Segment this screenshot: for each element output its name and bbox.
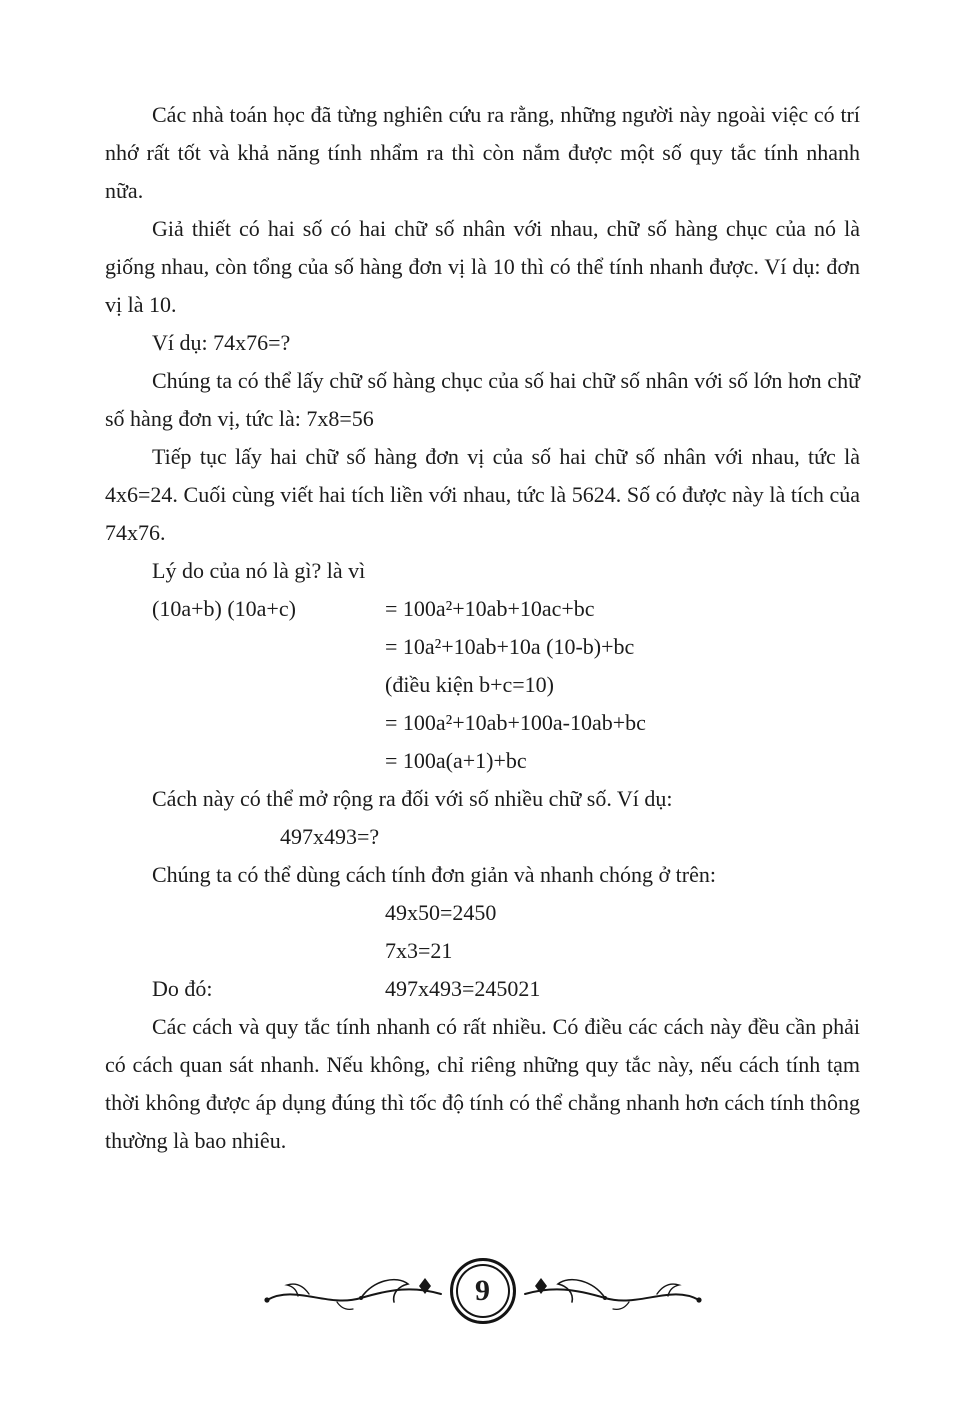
equation-condition: (điều kiện b+c=10) xyxy=(385,672,554,697)
paragraph-closing: Các cách và quy tắc tính nhanh có rất nhiều. Có điều các cách này đều cần phải có cách quan sát nhanh. Nếu không, chỉ riêng những quy tắc này, nếu cách tính tạm thời không được áp dụng đúng thì tốc độ tính có thể chẳng nhanh hơn cách tính thông thường là bao nhiêu. xyxy=(105,1014,860,1153)
conclusion-row xyxy=(105,970,860,1008)
conclusion-label: Do đó: xyxy=(152,976,213,1001)
equation-rhs-1: = 100a²+10ab+10ac+bc xyxy=(385,596,595,621)
equation-row-1 xyxy=(105,590,860,628)
page-number: 9 xyxy=(475,1274,490,1307)
paragraph-method: Chúng ta có thể dùng cách tính đơn giản và nhanh chóng ở trên: xyxy=(152,862,716,887)
example-74x76: Ví dụ: 74x76=? xyxy=(152,330,291,355)
paragraph-reason: Lý do của nó là gì? là vì xyxy=(152,558,366,583)
equation-rhs-3: = 100a²+10ab+100a-10ab+bc xyxy=(385,710,646,735)
paragraph-intro: Các nhà toán học đã từng nghiên cứu ra rằng, những người này ngoài việc có trí nhớ rất tốt và khả năng tính nhẩm ra thì còn nắm được một số quy tắc tính nhanh nữa. xyxy=(105,102,860,203)
paragraph-units-rule: Tiếp tục lấy hai chữ số hàng đơn vị của số hai chữ số nhân với nhau, tức là 4x6=24. Cuối cùng viết hai tích liền với nhau, tức là 5624. Số có được này là tích của 74x76. xyxy=(105,444,860,545)
page-footer xyxy=(0,1258,965,1324)
paragraph-tens-rule: Chúng ta có thể lấy chữ số hàng chục của số hai chữ số nhân với số lớn hơn chữ số hàng đơn vị, tức là: 7x8=56 xyxy=(105,368,860,431)
example-problem: 497x493=? xyxy=(280,824,380,849)
equation-rhs-2: = 10a²+10ab+10a (10-b)+bc xyxy=(385,634,635,659)
conclusion-value: 497x493=245021 xyxy=(385,976,541,1001)
paragraph-hypothesis: Giả thiết có hai số có hai chữ số nhân với nhau, chữ số hàng chục của nó là giống nhau, còn tổng của số hàng đơn vị là 10 thì có thể tính nhanh được. Ví dụ: đơn vị là 10. xyxy=(105,216,860,317)
equation-rhs-4: = 100a(a+1)+bc xyxy=(385,748,527,773)
example-step-1: 49x50=2450 xyxy=(385,900,497,925)
paragraph-extension: Cách này có thể mở rộng ra đối với số nhiều chữ số. Ví dụ: xyxy=(152,786,673,811)
page-number-badge xyxy=(450,1258,516,1324)
example-step-2: 7x3=21 xyxy=(385,938,453,963)
flourish-left-icon xyxy=(261,1262,446,1320)
equation-lhs: (10a+b) (10a+c) xyxy=(152,596,296,621)
flourish-right-icon xyxy=(520,1262,705,1320)
